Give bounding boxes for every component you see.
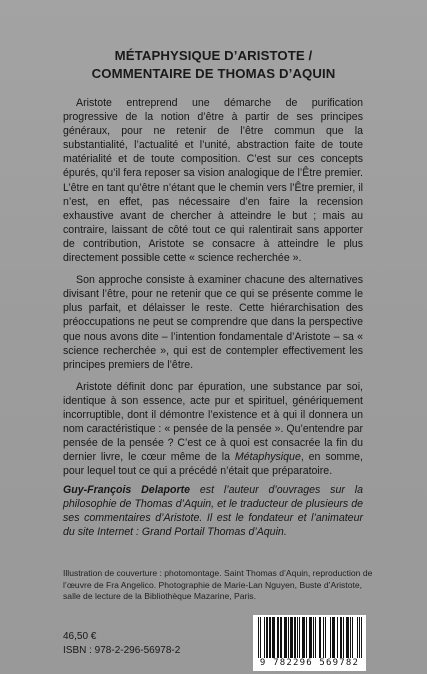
cover-credits: Illustration de couverture : photomontage. Saint Thomas d’Aquin, reproduction de l’œuvre de Fra Angelico. Photographie de Marie-Lan Nguyen, Buste d’Aristote, salle de lecture de la Bibliothèque Mazarine, Paris. (63, 568, 373, 602)
blurb-paragraph-1: Aristote entreprend une démarche de purification progressive de la notion d’être à partir de ses principes généraux, pour ne retenir de l’être commun que la substantialité, l’actualité et l’unité, abstraction faite de toute matérialité et de toute composition. C’est sur ces concepts épurés, qu’il fera reposer sa vision analogique de l’Être premier. L’être en tant qu’être n’étant que le chemin vers l’Être premier, il n’est, en effet, pas nécessaire d’en faire la recension exhaustive avant de chercher à atteindre le but ; mais au contraire, laissant de côté tout ce qui ralentirait sans apporter de contribution, Aristote se consacre à atteindre le plus directement possible cette « science recherchée ». (63, 97, 363, 265)
barcode-bar (313, 617, 314, 658)
author-bio-text: est l’auteur d’ouvrages sur la philosophie de Thomas d’Aquin, et le traducteur de plusieurs de ses commentaires d’Aristote. Il est le fondateur et l’animateur du site Internet : Grand Portail Thomas d’Aquin. (63, 484, 363, 539)
author-name: Guy-François Delaporte (63, 484, 191, 496)
barcode-bar (359, 617, 360, 658)
blurb-p3-italic: Métaphysique (234, 451, 301, 464)
barcode-bar (332, 617, 333, 658)
author-bio (63, 483, 363, 539)
blurb-paragraph-2: Son approche consiste à examiner chacune des alternatives divisant l’être, pour ne retenir que ce qui se présente comme le plus parfait, et délaisser le reste. Cette hiérarchisation des préoccupations ne peut se comprendre que dans la perspective que nous avons dite – l’intention fondamentale d’Aristote – sa « science recherchée », qui est de contempler effectivement les principes premiers de l’être. (63, 274, 363, 371)
barcode-bar (285, 617, 286, 658)
barcode-bar (350, 617, 351, 658)
barcode-bar (291, 617, 292, 658)
barcode-bar (348, 617, 349, 658)
barcode-bar (310, 617, 311, 658)
barcode (253, 615, 366, 671)
barcode-bar (269, 617, 270, 658)
blurb-p3-start: Aristote définit donc par épuration, une substance par soi, identique à son essence, acte pur et spirituel, génériquement incorruptible, dont il démontre l’existence et à qui il donnera un nom caractéristique : « pensée de la pensée ». Qu’entendre par pensée de la pensée ? C’est ce à quoi est consacrée la fin du dernier livre, le cœur même de la (63, 380, 363, 464)
barcode-bar (284, 617, 285, 658)
barcode-bar (260, 617, 261, 658)
barcode-bar (330, 617, 331, 658)
barcode-bar (281, 617, 282, 658)
barcode-bar (361, 617, 362, 658)
barcode-bar (270, 617, 271, 658)
barcode-bar (278, 617, 279, 658)
blurb-p3-end: , en somme, pour lequel tout ce qui a précédé n’était que préparatoire. (63, 451, 363, 478)
barcode-bar (343, 617, 344, 658)
barcode-bar (303, 617, 304, 658)
blurb (63, 96, 363, 486)
barcode-bar (319, 617, 320, 658)
barcode-bar (315, 617, 316, 658)
barcode-bar (325, 617, 326, 658)
barcode-bar (352, 617, 353, 658)
blurb-paragraph-3 (63, 380, 363, 479)
barcode-bar (267, 617, 268, 658)
barcode-bar (290, 617, 291, 658)
barcode-bar (286, 617, 287, 658)
barcode-bar (258, 617, 259, 658)
barcode-bar (272, 617, 273, 658)
barcode-bar (266, 617, 267, 658)
barcode-bar (340, 617, 341, 658)
barcode-bar (288, 617, 289, 658)
barcode-bar (264, 617, 265, 658)
barcode-bar (311, 617, 312, 658)
title-line-1: MÉTAPHYSIQUE D’ARISTOTE / (114, 48, 313, 63)
barcode-bar (346, 617, 347, 658)
barcode-bar (274, 617, 275, 658)
title-line-2: COMMENTAIRE DE THOMAS D’AQUIN (91, 66, 336, 81)
barcode-bar (333, 617, 334, 658)
barcode-bar (295, 617, 296, 658)
barcode-bar (277, 617, 278, 658)
barcode-bar (273, 617, 274, 658)
barcode-bar (347, 617, 348, 658)
barcode-bar (280, 617, 281, 658)
barcode-bar (337, 617, 338, 658)
barcode-bar (323, 617, 324, 658)
isbn: ISBN : 978-2-296-56978-2 (63, 645, 181, 656)
barcode-bar (334, 617, 335, 658)
barcode-bar (302, 617, 303, 658)
barcode-bar (304, 617, 305, 658)
barcode-bar (306, 617, 307, 658)
barcode-bar (294, 617, 295, 658)
barcode-bar (341, 617, 342, 658)
book-title (0, 47, 427, 83)
barcode-bar (299, 617, 300, 658)
barcode-bars (253, 615, 366, 659)
barcode-bar (357, 617, 358, 658)
barcode-bar (309, 617, 310, 658)
barcode-bar (297, 617, 298, 658)
barcode-digits: 9 782296 569782 (259, 658, 360, 668)
barcode-bar (320, 617, 321, 658)
price: 46,50 € (63, 631, 97, 642)
barcode-bar (292, 617, 293, 658)
